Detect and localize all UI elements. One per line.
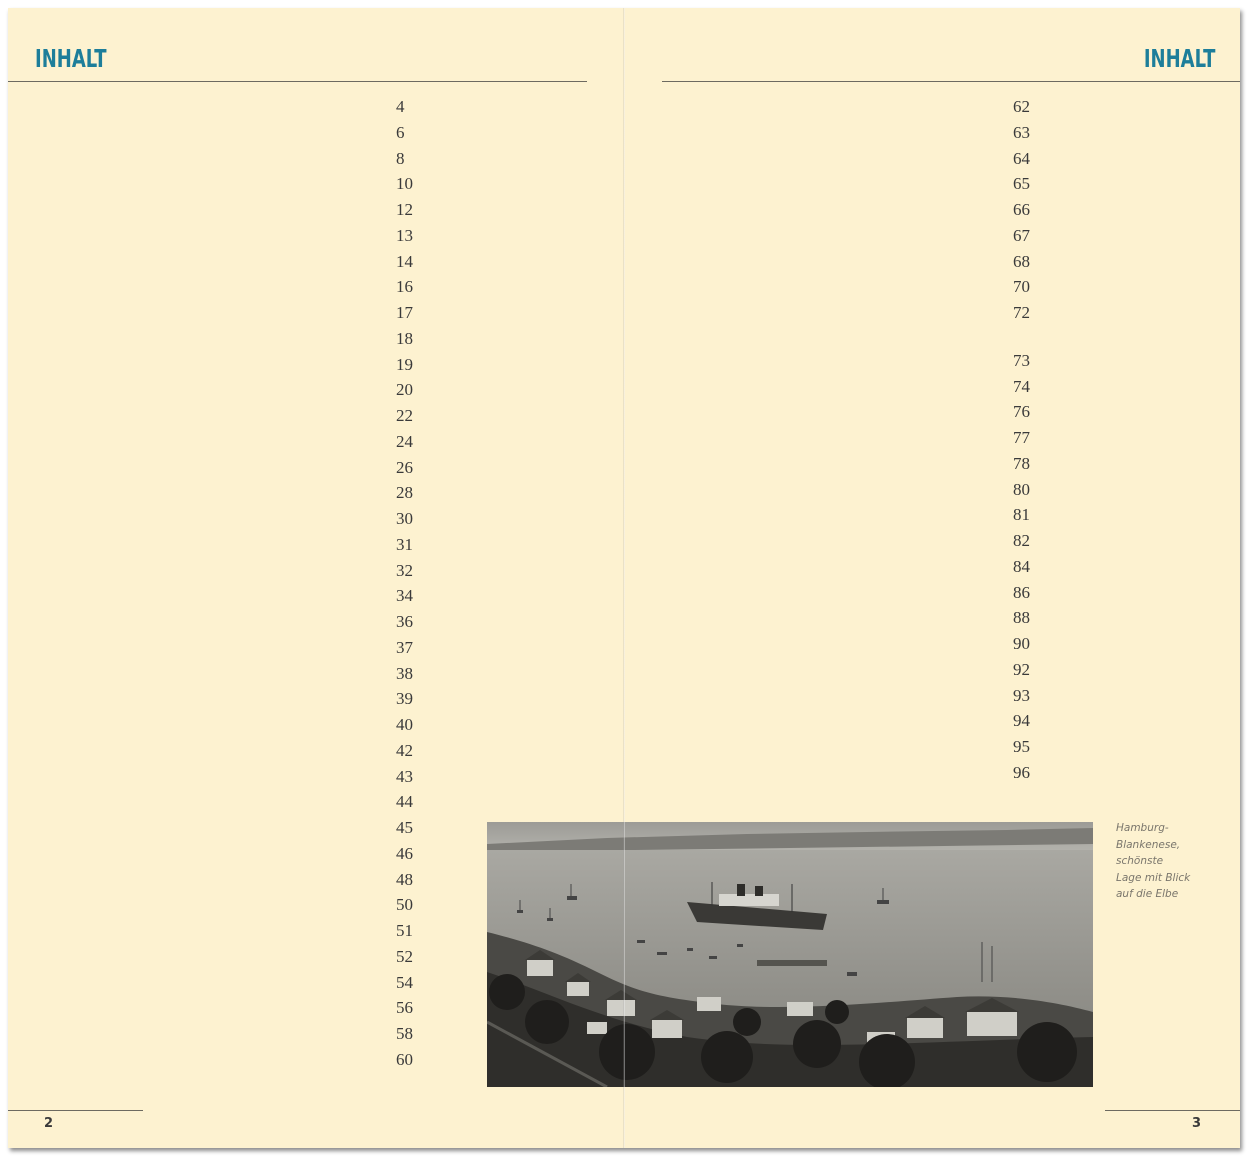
toc-page-number: 31 xyxy=(396,534,413,554)
toc-page-number: 39 xyxy=(396,689,413,709)
toc-page-number: 72 xyxy=(1013,303,1030,322)
toc-page-number: 44 xyxy=(396,792,413,812)
toc-page-number: 77 xyxy=(1013,428,1030,447)
toc-page-number: 42 xyxy=(396,740,413,760)
toc-page-number: 56 xyxy=(396,998,413,1018)
caption-line: Lage mit Blick xyxy=(1116,871,1191,884)
toc-page-number: 68 xyxy=(1013,251,1030,271)
left-page-number: 2 xyxy=(44,1116,54,1131)
toc-page-number: 4 xyxy=(396,97,405,116)
caption-line: Hamburg- xyxy=(1116,822,1169,834)
caption-line: schönste xyxy=(1116,855,1164,867)
toc-page-number: 92 xyxy=(1013,659,1030,679)
right-footer-rule xyxy=(1105,1110,1240,1111)
toc-page-number: 96 xyxy=(1013,762,1030,782)
toc-page-number: 18 xyxy=(396,328,413,348)
toc-page-number: 54 xyxy=(396,972,413,992)
toc-page-number: 19 xyxy=(396,354,413,374)
toc-page-number: 6 xyxy=(396,122,405,142)
photo-caption xyxy=(1116,820,1206,903)
toc-page-number: 16 xyxy=(396,277,413,297)
toc-page-number: 60 xyxy=(396,1049,413,1069)
toc-page-number: 50 xyxy=(396,895,413,915)
toc-page-number: 40 xyxy=(396,715,413,734)
toc-page-number: 65 xyxy=(1013,174,1030,194)
toc-page-number: 90 xyxy=(1013,634,1030,653)
toc-page-number: 20 xyxy=(396,380,413,400)
toc-page-number: 63 xyxy=(1013,122,1030,142)
caption-line: Blankenese, xyxy=(1116,838,1181,851)
toc-page-number: 94 xyxy=(1013,711,1030,731)
book-spread xyxy=(8,8,1240,1148)
toc-page-number: 78 xyxy=(1013,453,1030,473)
toc-page-number: 70 xyxy=(1013,277,1030,297)
toc-page-number: 88 xyxy=(1013,608,1030,628)
toc-page-number: 26 xyxy=(396,457,413,477)
toc-page-number: 81 xyxy=(1013,505,1030,525)
toc-page-number: 51 xyxy=(396,921,413,940)
right-page-title: INHALT xyxy=(1143,44,1215,73)
toc-page-number: 10 xyxy=(396,174,413,194)
toc-page-number: 76 xyxy=(1013,402,1030,422)
toc-page-number: 30 xyxy=(396,509,413,528)
toc-page-number: 28 xyxy=(396,483,413,503)
toc-page-number: 22 xyxy=(396,406,413,425)
right-header-rule xyxy=(662,81,1240,82)
toc-page-number: 64 xyxy=(1013,148,1030,168)
toc-page-number: 36 xyxy=(396,612,413,631)
toc-page-number: 46 xyxy=(396,843,413,863)
toc-page-number: 66 xyxy=(1013,200,1030,219)
elbe-harbor-image xyxy=(487,822,1093,1087)
toc-page-number: 12 xyxy=(396,200,413,219)
toc-page-number: 80 xyxy=(1013,479,1030,499)
toc-page-number: 14 xyxy=(396,251,413,271)
toc-page-number: 84 xyxy=(1013,556,1030,576)
toc-page-number: 93 xyxy=(1013,685,1030,705)
caption-line: auf die Elbe xyxy=(1116,888,1179,900)
toc-page-number: 32 xyxy=(396,560,413,580)
toc-page-number: 45 xyxy=(396,818,413,837)
toc-page-number: 17 xyxy=(396,303,413,322)
toc-page-number: 58 xyxy=(396,1024,413,1043)
toc-page-number: 73 xyxy=(1013,350,1030,370)
toc-page-number: 48 xyxy=(396,869,413,889)
left-header-rule xyxy=(8,81,587,82)
toc-page-number: 52 xyxy=(396,946,413,966)
toc-page-number: 34 xyxy=(396,586,413,606)
toc-page-number: 37 xyxy=(396,637,413,657)
toc-page-number: 67 xyxy=(1013,225,1030,245)
left-page-title: INHALT xyxy=(35,44,107,73)
toc-page-number: 13 xyxy=(396,225,413,245)
book-gutter xyxy=(623,8,625,1148)
toc-page-number: 95 xyxy=(1013,737,1030,756)
toc-page-number: 82 xyxy=(1013,531,1030,550)
toc-page-number: 74 xyxy=(1013,376,1030,396)
left-footer-rule xyxy=(8,1110,143,1111)
blankenese-photo xyxy=(487,822,1093,1087)
toc-page-number: 38 xyxy=(396,663,413,683)
toc-page-number: 24 xyxy=(396,431,413,451)
toc-page-number: 8 xyxy=(396,148,405,168)
toc-page-number: 86 xyxy=(1013,582,1030,602)
toc-page-number: 43 xyxy=(396,766,413,786)
right-page-number: 3 xyxy=(1192,1116,1202,1131)
toc-page-number: 62 xyxy=(1013,97,1030,116)
